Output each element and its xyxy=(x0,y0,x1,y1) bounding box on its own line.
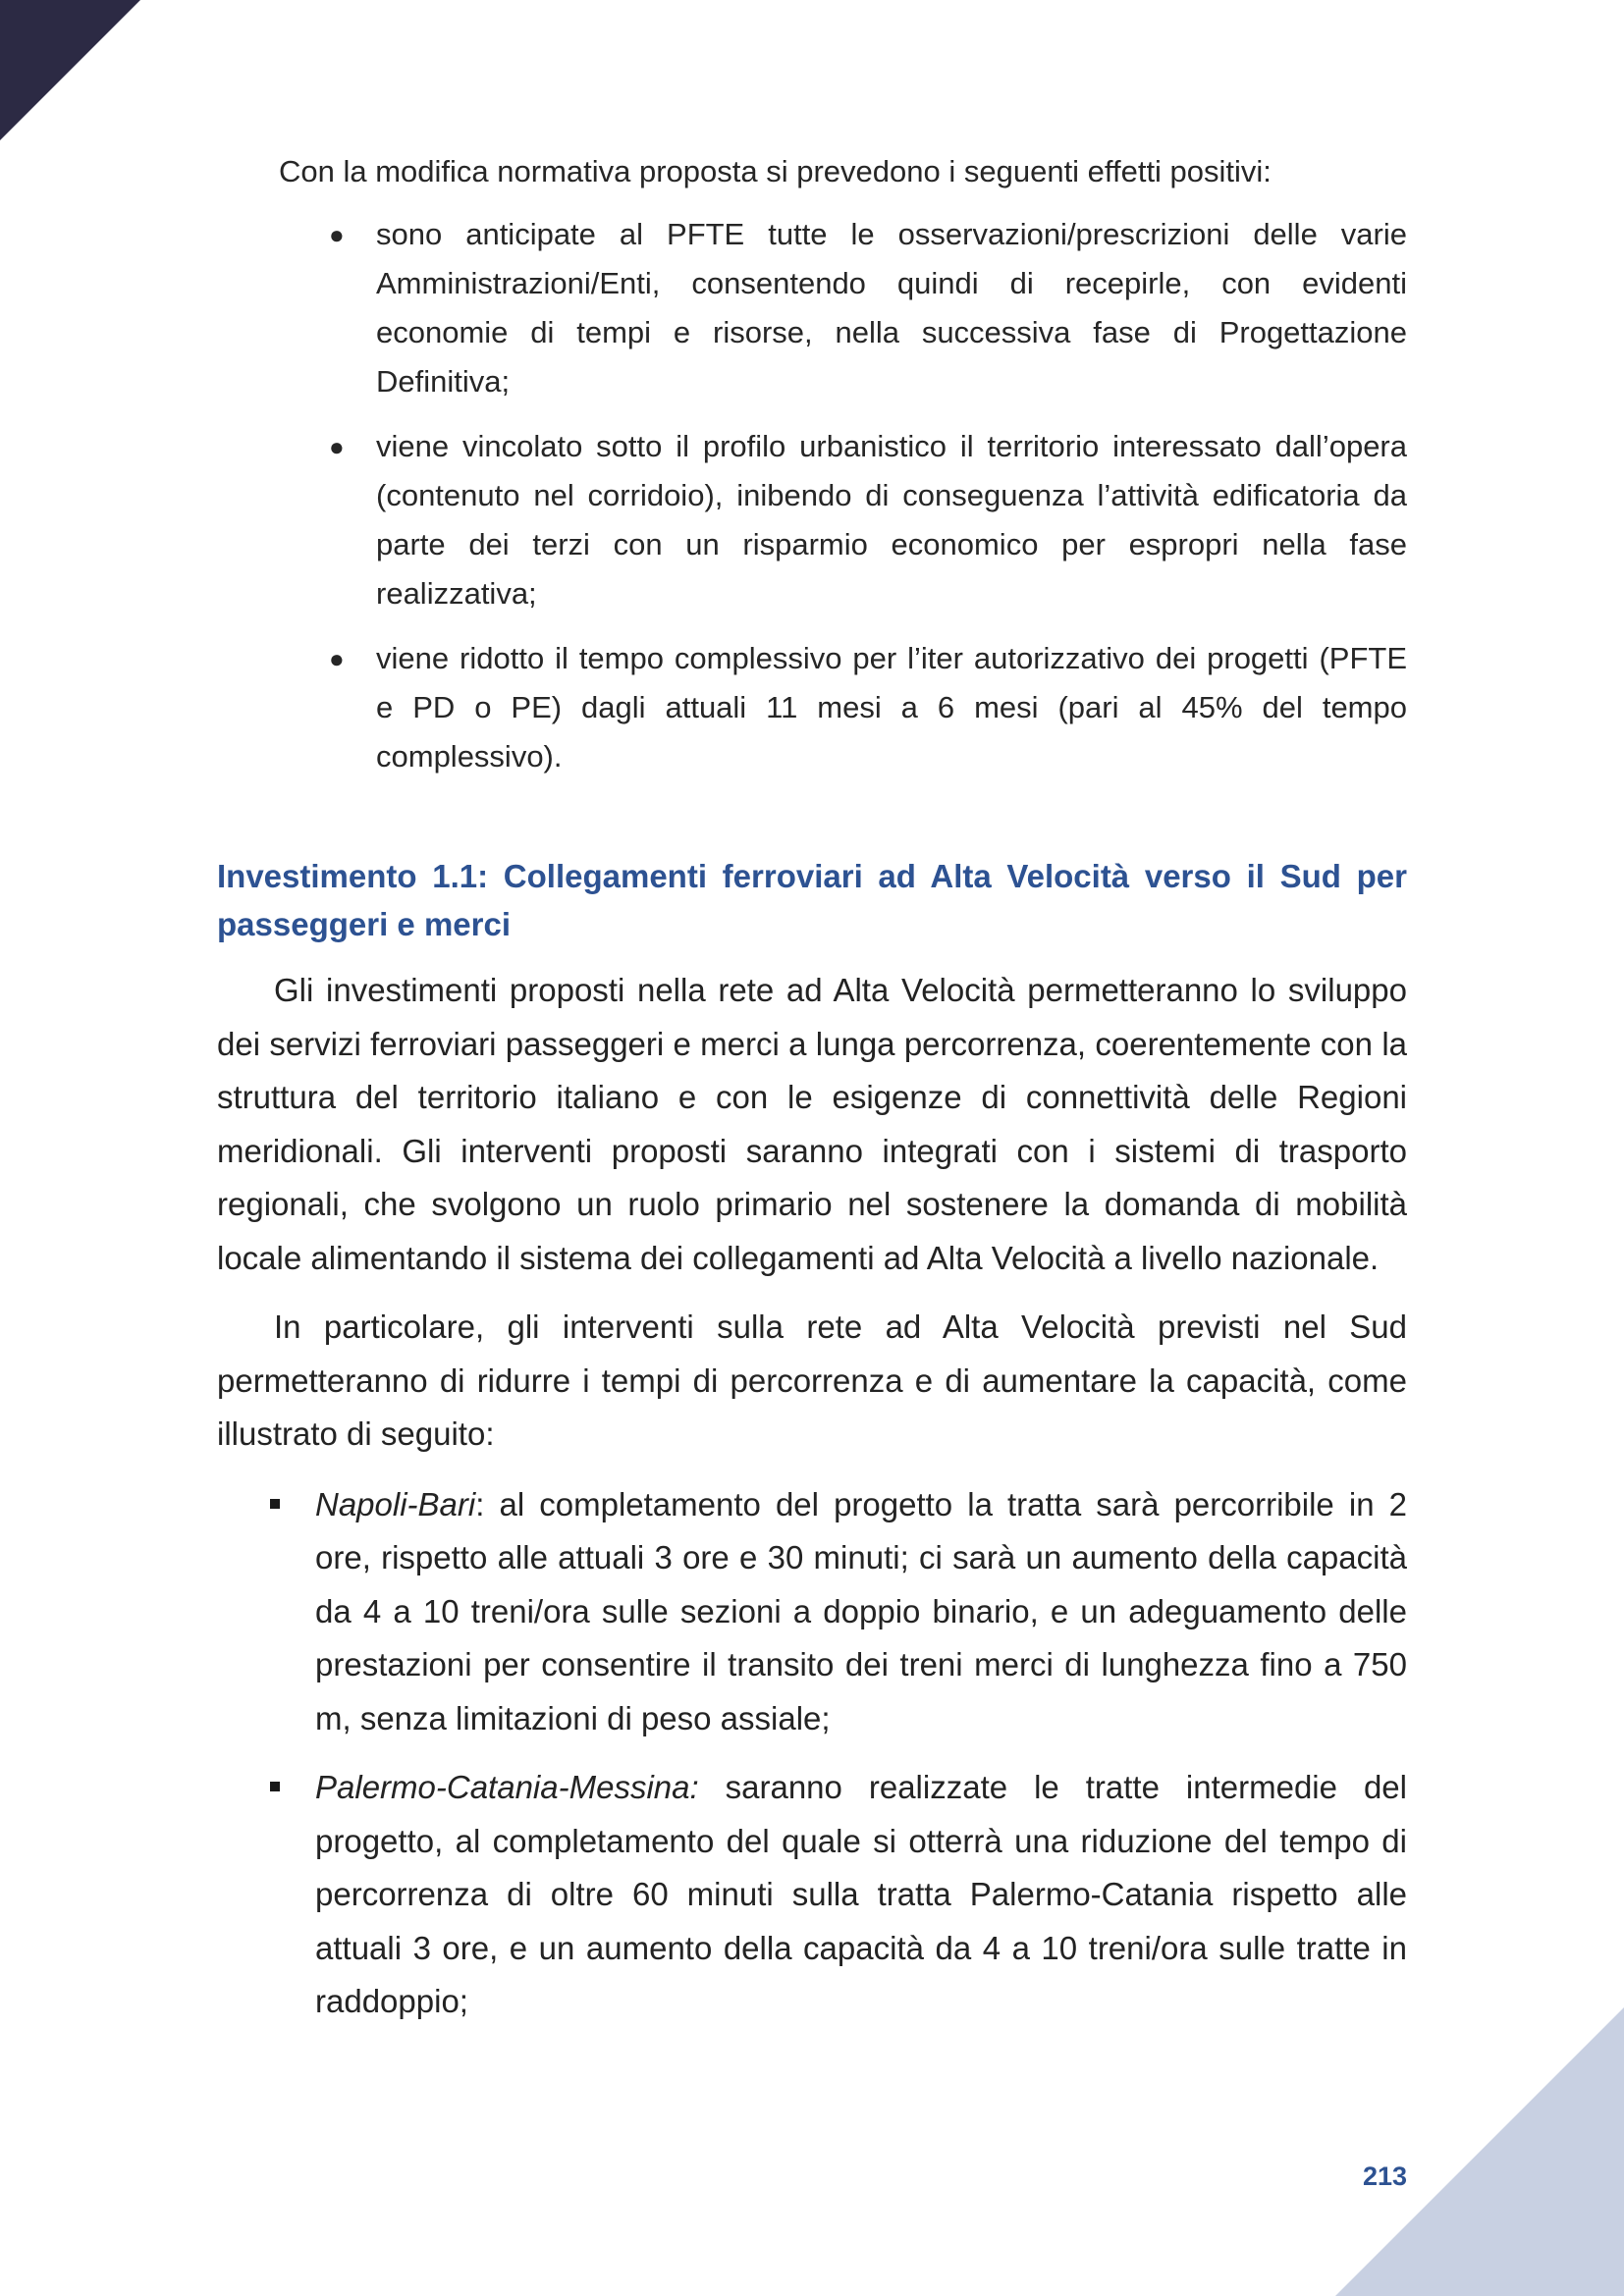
routes-list xyxy=(217,1478,1407,2029)
bullet-dot-icon: ● xyxy=(329,644,345,673)
corner-decoration-top-left xyxy=(0,0,140,140)
bullet-square-icon xyxy=(270,1782,280,1791)
page-number: 213 xyxy=(1362,2162,1407,2191)
bullet-dot-icon: ● xyxy=(329,432,345,461)
list-item xyxy=(315,1478,1407,1746)
list-item xyxy=(315,1761,1407,2029)
bullet-square-icon xyxy=(270,1499,280,1509)
page-content xyxy=(217,147,1407,2045)
body-paragraph: In particolare, gli interventi sulla rete ad Alta Velocità previsti nel Sud permetteranno di ridurre i tempi di percorrenza e di aumentare la capacità, come illustrato di seguito: xyxy=(217,1308,1407,1452)
list-item-text: sono anticipate al PFTE tutte le osservazioni/prescrizioni delle varie Amministrazioni/Enti, consentendo quindi di recepirle, con evidenti economie di tempi e risorse, nella successiva fase di Progettazione Definitiva; xyxy=(376,217,1407,399)
intro-text: Con la modifica normativa proposta si prevedono i seguenti effetti positivi: xyxy=(279,154,1272,188)
bullet-dot-icon: ● xyxy=(329,220,345,249)
route-name: Napoli-Bari xyxy=(315,1485,476,1522)
route-name: Palermo-Catania-Messina: xyxy=(315,1769,699,1805)
corner-decoration-bottom-right xyxy=(1335,2007,1624,2296)
route-description: : al completamento del progetto la tratta sarà percorribile in 2 ore, rispetto alle attuali 3 ore e 30 minuti; ci sarà un aumento della capacità da 4 a 10 treni/ora sulle sezioni a doppio binario, e un adeguamento delle prestazioni per consentire il transito dei treni merci di lunghezza fino a 750 m, senza limitazioni di peso assiale; xyxy=(315,1485,1407,1736)
list-item xyxy=(329,422,1407,618)
route-description: saranno realizzate le tratte intermedie del progetto, al completamento del quale si otterrà una riduzione del tempo di percorrenza di oltre 60 minuti sulla tratta Palermo-Catania rispetto alle attuali 3 ore, e un aumento della capacità da 4 a 10 treni/ora sulle tratte in raddoppio; xyxy=(315,1769,1407,2019)
list-item-text: viene ridotto il tempo complessivo per l’iter autorizzativo dei progetti (PFTE e PD o PE) dagli attuali 11 mesi a 6 mesi (pari al 45% del tempo complessivo). xyxy=(376,641,1407,774)
effects-list xyxy=(217,210,1407,781)
body-paragraph: Gli investimenti proposti nella rete ad Alta Velocità permetteranno lo sviluppo dei servizi ferroviari passeggeri e merci a lunga percorrenza, coerentemente con la struttura del territorio italiano e con le esigenze di connettività delle Regioni meridionali. Gli interventi proposti saranno integrati con i sistemi di trasporto regionali, che svolgono un ruolo primario nel sostenere la domanda di mobilità locale alimentando il sistema dei collegamenti ad Alta Velocità a livello nazionale. xyxy=(217,972,1407,1276)
section-heading: Investimento 1.1: Collegamenti ferroviari ad Alta Velocità verso il Sud per passeggeri e merci xyxy=(217,858,1407,942)
list-item xyxy=(329,210,1407,406)
list-item-text: viene vincolato sotto il profilo urbanistico il territorio interessato dall’opera (contenuto nel corridoio), inibendo di conseguenza l’attività edificatoria da parte dei terzi con un risparmio economico per espropri nella fase realizzativa; xyxy=(376,429,1407,611)
list-item xyxy=(329,634,1407,781)
